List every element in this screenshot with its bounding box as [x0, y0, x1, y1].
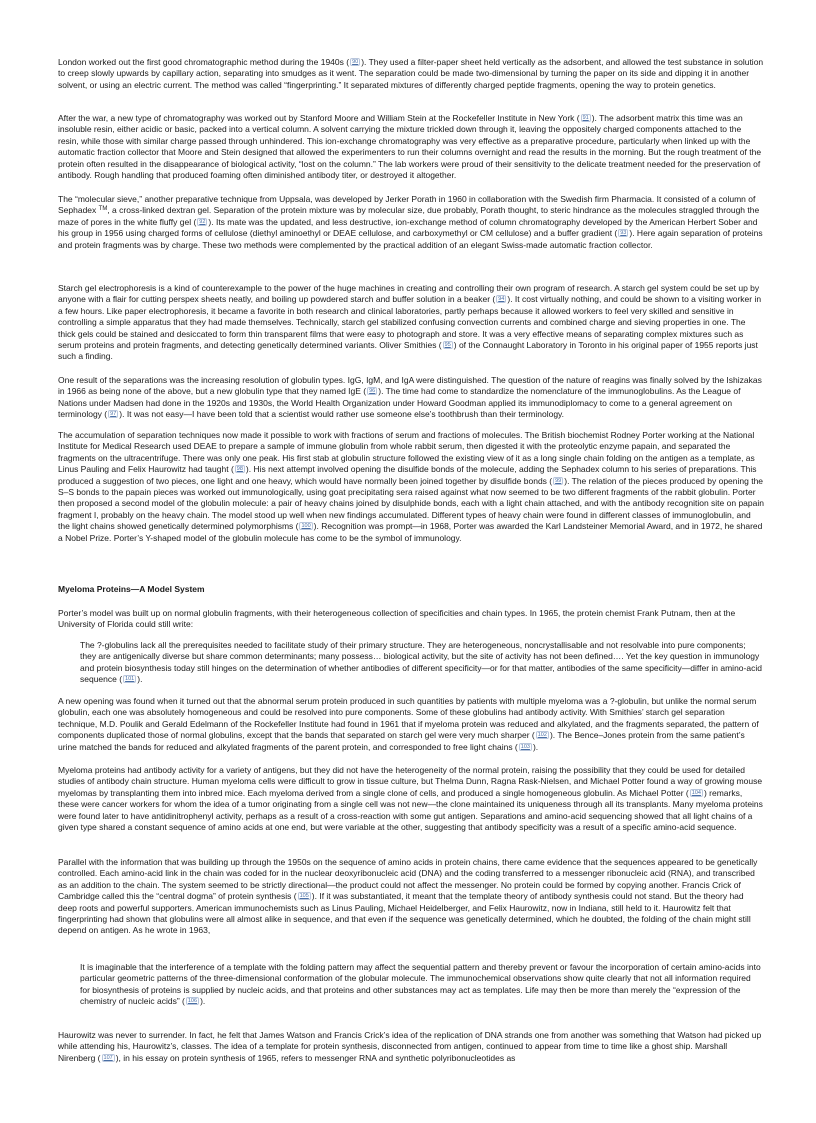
para-5-globulin-types: [58, 375, 764, 421]
text-run: ). The adsorbent matrix this time was an insoluble resin, either acidic or basic, packed into a vertical column. A solvent carrying the mixture trickled down through it, leaving the oppositely charged components attached to the resin, while those with similar charge passed through unhindered. This ion-exchange chromatography was very effective as a preparative procedure, particularly when linked up with the automatic fraction collector that Moore and Stein designed that allowed the experimenters to run their columns overnight and read the results in the morning. But the rough treatment of the protein often resulted in the disappearance of biological activity, “lost on the column.” The lab workers were proud of their sensitivity to the delicate treatment needed for the preservation of antibody. Rough handling that produced foaming often diminished antibody titer, or destroyed it altogether.: [58, 113, 762, 181]
text-run: Starch gel electrophoresis is a kind of counterexample to the power of the huge machines in creating and controlling their own program of research. A starch gel system could be set up by anyone with a flair for cutting perspex sheets neatly, and boiling up powdered starch and buffer solution in a beaker (: [58, 283, 760, 305]
para-4-starch-gel: [58, 283, 764, 363]
para-6-porter: [58, 430, 764, 544]
text-run: The accumulation of separation techniques now made it possible to work with fractions of serum and fractions of molecules. The British biochemist Rodney Porter working at the National Institute for Medical Research used DEAE to prepare a sample of immune globulin from whole rabbit serum, then digested it with the proteolytic enzyme papain, and separated the fragments on the ultracentrifuge. There was only one peak. His first stab at globulin structure followed the existing view of it as a long single chain folding on the antigen as a template, as Linus Pauling and Felix Haurowitz had taught (: [58, 430, 755, 475]
para-9-mouse-myelomas: [58, 765, 764, 833]
text-run: ).: [532, 741, 539, 752]
para-3-molecular-sieve: [58, 194, 764, 251]
text-run: ). The Bence–Jones protein from the same patient’s urine matched the bands for reduced and alkylated fragments of the parent protein, and corresponded to free light chains (: [58, 730, 745, 752]
blockquote-haurowitz: [80, 962, 762, 1008]
text-run: Porter’s model was built up on normal globulin fragments, with their heterogeneous collection of specificities and chain types. In 1965, the protein chemist Frank Putnam, then at the University of Florida could still write:: [58, 608, 736, 630]
text-run: Myeloma proteins had antibody activity for a variety of antigens, but they did not have the heterogeneity of the normal protein, raising the possibility that they could be used for detailed studies of antibody chain structure. Human myeloma cells were difficult to grow in tissue culture, but Thelma Dunn, Ragna Rask-Nielsen, and Michael Potter found a way of growing mouse myelomas by transplanting them into inbred mice. Each myeloma derived from a single clone of cells, and produced a single homogeneous globulin. As Michael Potter (: [58, 765, 763, 798]
text-run: ). Here again separation of proteins and protein fragments was by charge. These two methods were complemented by the practical addition of an elegant Swiss-made automatic fraction collector.: [58, 228, 763, 250]
citation-link-95[interactable]: 95: [444, 342, 451, 349]
text-run: ).: [137, 674, 143, 685]
para-8-myeloma-globulin: [58, 696, 764, 753]
text-run: Myeloma Proteins—A Model System: [58, 584, 205, 594]
text-run: , a cross-linked dextran gel. Separation of the protein mixture was by molecular size, due probably, Porath thought, to steric hindrance as the molecules straggled through the maze of pores in the white fluffy gel (: [58, 205, 760, 227]
para-7-putnam-intro: [58, 608, 764, 631]
text-run: The ?-globulins lack all the prerequisites needed to facilitate study of their primary structure. They are heterogeneous, noncrystallisable and not resolvable into pure components; they are antigenically diverse but share common determinants; many possess… biological activity, but the site of activity has not been defined…. Yet the key question in immunology and protein biosynthesis today still hinges on the determination of whether antibodies of different specificity—or for that matter, antibodies of the same specificity—differ in amino-acid sequence (: [80, 640, 762, 685]
text-run: ).: [200, 996, 206, 1007]
text-run: ). Its mate was the updated, and less destructive, ion-exchange method of column chromatography developed by the American Herbert Sober and his group in 1956 using charged forms of cellulose (diethyl aminoethyl or DEAE cellulose, and carboxymethyl or CM cellulose) and a buffer gradient (: [58, 216, 758, 239]
citation-link-101[interactable]: 101: [125, 676, 135, 683]
citation-link-97[interactable]: 97: [110, 411, 117, 418]
text-run: Parallel with the information that was building up through the 1950s on the sequence of amino acids in protein chains, there came evidence that the sequences appeared to be genetically controlled. Each amino-acid link in the chain was coded for in the nuclear deoxyribonucleic acid (DNA) and the coding transferred to a messenger ribonucleic acid (RNA), and transcribed as an addition to the chain. The system seemed to be strictly directional—the product could not affect the messenger. No protein could be formed by copying another. Francis Crick of Cambridge called this the “central dogma” of protein synthesis (: [58, 857, 758, 902]
citation-link-100[interactable]: 100: [301, 523, 311, 530]
text-run: ), in his essay on protein synthesis of 1965, refers to messenger RNA and synthetic polyribonucleotides as: [115, 1052, 516, 1063]
text-run: ) remarks, these were cancer workers for whom the idea of a tumor originating from a single cell was not new—the clone maintained its uniqueness through all its transplants. Many myeloma proteins were found later to have antidinitrophenyl activity, perhaps as a result of a cross-reaction with some gut antigen. Separations and amino-acid sequencing showed that all light chains of a given type shared a constant sequence of amino acids at one end, but were variable at the other, suggesting that antibody specificity was a result of a specific amino-acid sequence.: [58, 787, 763, 833]
text-run: After the war, a new type of chromatography was worked out by Stanford Moore and William Stein at the Rockefeller Institute in New York (: [58, 113, 580, 123]
citation-link-104[interactable]: 104: [691, 789, 701, 796]
citation-link-102[interactable]: 102: [537, 732, 547, 739]
citation-link-90[interactable]: 90: [352, 59, 359, 65]
citation-link-98[interactable]: 98: [236, 466, 243, 473]
text-run: One result of the separations was the increasing resolution of globulin types. IgG, IgM, and IgA were distinguished. The question of the nature of reagins was finally solved by the Ishizakas in 1966 as being none of the above, but a new globulin type that they named IgE (: [58, 375, 762, 397]
text-run: It is imaginable that the interference of a template with the folding pattern may affect the sequential pattern and thereby prevent or favour the incorporation of certain amino-acids into particular geometric patterns of the three-dimensional conformation of the globular molecule. The immunochemical observations show quite clearly that not all information required for biosynthesis of proteins is supplied by nucleic acids, and that proteins and other substances may act as templates. Life may then be more than merely the “expression of the chemistry of nucleic acids” (: [80, 962, 761, 1007]
para-11-haurowitz-never-surrender: [58, 1030, 764, 1064]
text-run: A new opening was found when it turned out that the abnormal serum protein produced in such quantities by patients with multiple myeloma was a ?-globulin, but unlike the normal serum globulin, each one was absolutely homogeneous and could be resolved into pure components. Some of these globulins had antibody activity. With Smithies’ starch gel separation technique, M.D. Poulik and Gerald Edelmann of the Rockefeller Institute had found in 1961 that if myeloma protein was reduced and alkylated, and the fragments separated, the pattern of components duplicated those of normal globulins, except that the bands that separated on starch gel were very much sharper (: [58, 696, 759, 741]
para-2-ion-exchange: [58, 113, 764, 181]
text-run: ). It cost virtually nothing, and could be shown to a visiting worker in a few hours. Like paper electrophoresis, it became a favorite in both research and clinical laboratories, partly perhaps because it allowed workers to feel very skilled and sensitive in controlling a simple apparatus that they had made themselves. Technically, starch gel stabilized confusing convection currents and combined charge and sieving properties in one. The thick gels could be stained and desiccated to form thin transparent films that were easy to photograph and store. It was a very effective means of separating complex mixtures such as serum proteins and protein fragments, and detecting genetically determined variants. Oliver Smithies (: [58, 294, 762, 351]
citation-link-105[interactable]: 105: [299, 893, 309, 900]
citation-link-93[interactable]: 93: [620, 230, 627, 237]
text-run: The “molecular sieve,” another preparative technique from Uppsala, was developed by Jerker Porath in 1960 in collaboration with the Swedish firm Pharmacia. It consisted of a column of Sephadex: [58, 194, 756, 216]
text-run: ). If it was substantiated, it meant that the template theory of antibody synthesis could not stand. But the theory had deep roots and powerful supporters. American immunochemists such as Linus Pauling, Michael Heidelberger, and Felix Haurowitz, now in Indiana, still held to it. Haurowitz felt that fingerprinting had shown that globulins were all almost alike in sequence, and that even if the sequence was genetically determined, which he doubted, the folding of the chain might still depend on antigen. As he wrote in 1963,: [58, 891, 751, 936]
citation-link-103[interactable]: 103: [520, 743, 530, 750]
text-run: ) of the Connaught Laboratory in Toronto in his original paper of 1955 reports just such a finding.: [58, 340, 758, 362]
citation-link-99[interactable]: 99: [555, 477, 562, 484]
section-heading-myeloma: [58, 584, 764, 595]
citation-link-107[interactable]: 107: [103, 1054, 113, 1061]
text-run: ). It was not easy—I have been told that a scientist would rather use someone else’s toothbrush than their terminology.: [119, 409, 565, 420]
citation-link-96[interactable]: 96: [369, 388, 376, 395]
text-run: London worked out the first good chromatographic method during the 1940s (: [58, 57, 350, 67]
citation-link-92[interactable]: 92: [199, 218, 206, 225]
citation-link-91[interactable]: 91: [582, 115, 589, 121]
text-run: ). His next attempt involved opening the disulfide bonds of the molecule, adding the Sephadex column to his series of preparations. This produced a suggestion of two pieces, one light and one heavy, which would have normally been joined together by disulfide bonds (: [58, 464, 757, 486]
para-1-chromatography: [58, 57, 764, 91]
para-10-central-dogma: [58, 857, 764, 937]
text-run: Haurowitz was never to surrender. In fact, he felt that James Watson and Francis Crick’s idea of the replication of DNA strands one from another was something that Watson had picked up while attending his, Haurowitz’s, classes. The idea of a template for protein synthesis, disconnected from antigen, continued to appear from time to time like a ghost ship. Marshall Nirenberg (: [58, 1030, 762, 1063]
citation-link-94[interactable]: 94: [498, 296, 505, 303]
trademark-symbol: TM: [98, 206, 108, 213]
text-run: ). The time had come to standardize the nomenclature of the immunoglobulins. As the League of Nations under Madsen had done in the 1920s and 1930s, the World Health Organization under Howard Goodman applied its immunodiplomacy to come to a general agreement on terminology (: [58, 386, 741, 420]
citation-link-106[interactable]: 106: [187, 998, 198, 1005]
text-run: ). Recognition was prompt—in 1968, Porter was awarded the Karl Landsteiner Memorial Award, and in 1972, he shared a Nobel Prize. Porter’s Y-shaped model of the globulin molecule has come to be the symbol of immunology.: [58, 521, 763, 543]
blockquote-putnam: [80, 640, 762, 686]
text-run: ). They used a filter-paper sheet held vertically as the adsorbent, and allowed the test substance in solution to creep slowly upwards by capillary action, separating into smudges as it went. The separation could be made two-dimensional by turning the paper on its side and dipping it in another solvent, or using an electric current. The method was called “fingerprinting.” It separated mixtures of differently charged peptide fragments, opening the way to protein genetics.: [58, 57, 764, 90]
text-run: ). The relation of the pieces produced by opening the S–S bonds to the papain pieces was worked out immunologically, using goat precipitating sera raised against what now seemed to be two different fragments of the rabbit globulin. Porter then proposed a second model of the globulin molecule: a pair of heavy chains joined by disulphide bonds, each with a light chain attached, and with the antibody recognition site on papain fragment I, probably on the heavy chain. The model stood up well when new findings accumulated. Different types of heavy chain were found in different classes of immunoglobulin, and the light chains showed genetically determined polymorphisms (: [58, 475, 764, 532]
